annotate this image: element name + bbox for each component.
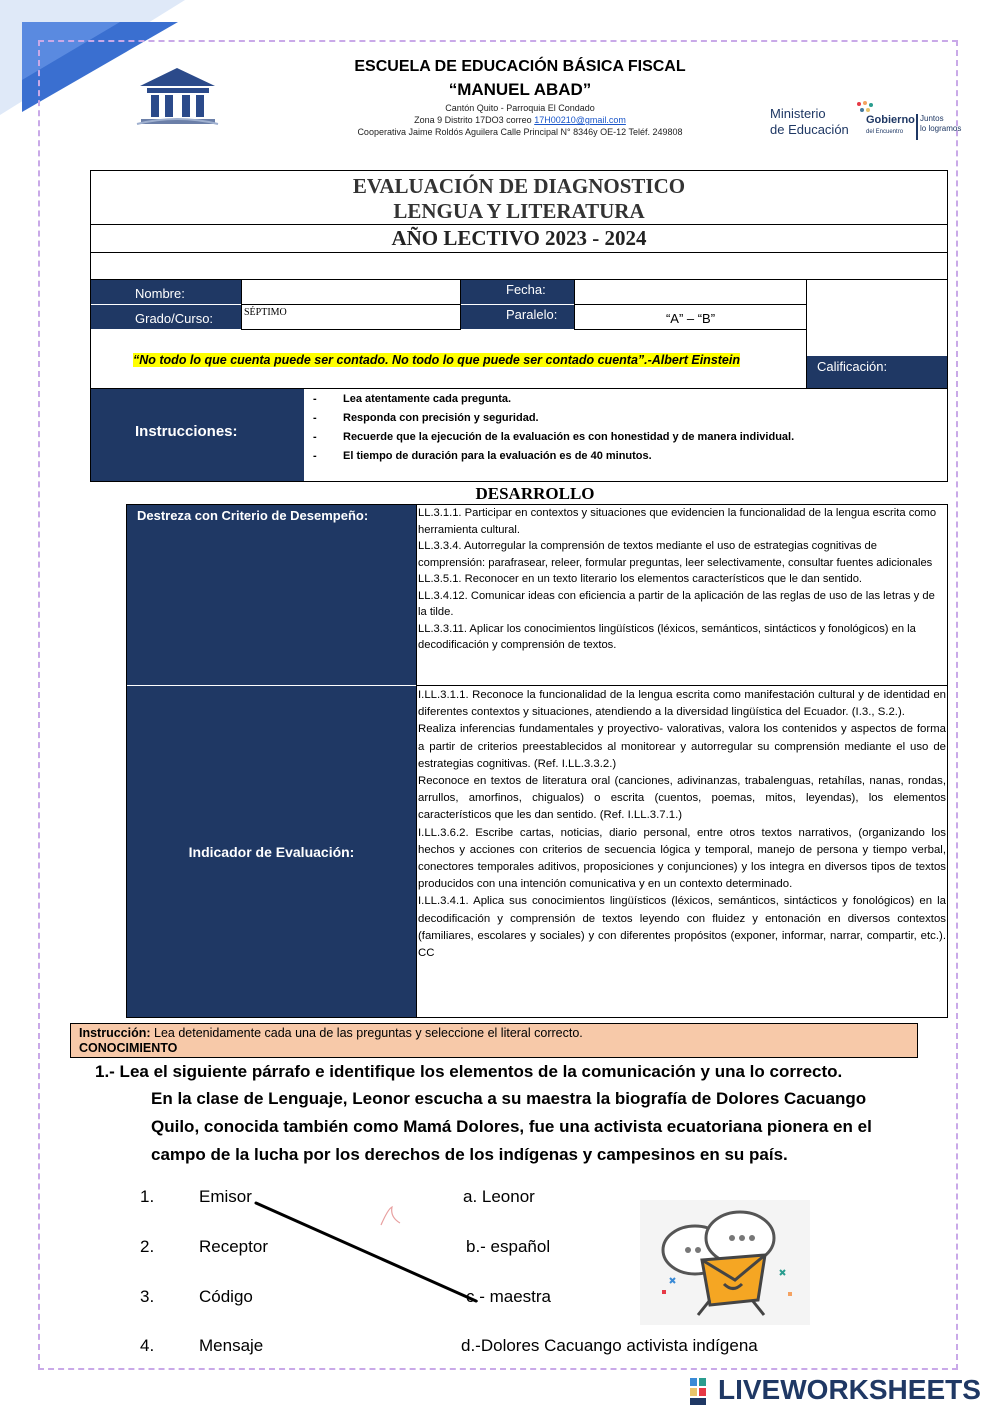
grado-label-cell: Grado/Curso:	[91, 305, 241, 329]
ministry-logo: Ministerio de Educación	[770, 106, 849, 137]
nombre-input[interactable]	[241, 279, 461, 305]
school-name-line1: ESCUELA DE EDUCACIÓN BÁSICA FISCAL	[354, 58, 686, 75]
exam-year-box	[90, 224, 948, 253]
school-logo-icon	[135, 62, 220, 128]
right-item-c[interactable]: c.- maestra	[466, 1287, 552, 1306]
instruction-item: - Responda con precisión y seguridad.	[313, 412, 539, 424]
destreza-item: LL.3.3.4. Autorregular la comprensión de textos mediante el uso de estrategias cognitivas de comprensión: parafrasear, releer, formular preguntas, leer selectivamente, consultar fuentes adicionales	[418, 540, 933, 569]
school-address-2: Zona 9 Distrito 17DO3 correo 17H00210@gmail.com	[414, 115, 626, 125]
quote-row	[133, 351, 740, 369]
instrucciones-label-cell	[91, 389, 304, 481]
calificacion-cell[interactable]: Calificación:	[807, 356, 947, 388]
einstein-quote: “No todo lo que cuenta puede ser contado. No todo lo que puede ser contado cuenta”.-Albert Einstein	[133, 353, 740, 367]
instruction-item: - El tiempo de duración para la evaluación es de 40 minutos.	[313, 450, 652, 462]
row-divider	[416, 685, 948, 686]
indicador-label-cell	[127, 686, 416, 1017]
indicador-item: I.LL.3.4.1. Aplica sus conocimientos lingüísticos (léxicos, semánticos, sintácticos y fonológicos) en la decodificación y comprensión de textos leyendo con fluidez y entonación en diversos contextos (familiares, escolares y sociales) y con diferentes propósitos (exponer, informar, narrar, compartir, etc.). CC	[418, 895, 946, 960]
left-item-4[interactable]: 4. Mensaje	[140, 1336, 264, 1355]
instrucciones-label: Instrucciones:	[135, 423, 238, 440]
instructions-list	[313, 390, 933, 466]
gov-logo: Gobierno del Encuentro	[866, 114, 915, 135]
gov-divider	[916, 114, 918, 140]
question-1-prompt: 1.- Lea el siguiente párrafo e identifique los elementos de la comunicación y una lo correcto.	[95, 1062, 843, 1081]
exam-year: AÑO LECTIVO 2023 - 2024	[391, 226, 647, 250]
left-item-2[interactable]: 2. Receptor	[140, 1237, 268, 1256]
school-address-3: Cooperativa Jaime Roldós Aguilera Calle Principal N° 8346y OE-12 Teléf. 249808	[357, 127, 683, 137]
liveworksheets-brand: LIVEWORKSHEETS	[718, 1374, 981, 1405]
fecha-input[interactable]	[574, 279, 807, 305]
destreza-item: LL.3.3.11. Aplicar los conocimientos lingüísticos (léxicos, semánticos, sintácticos y fonológicos) en la decodificación y comprensión de textos.	[418, 622, 916, 651]
paralelo-label-cell: Paralelo:	[461, 305, 574, 329]
fecha-label-cell: Fecha:	[461, 280, 574, 304]
left-item-3[interactable]: 3. Código	[140, 1287, 253, 1306]
exam-title-box	[90, 170, 948, 225]
destreza-item: LL.3.1.1. Participar en contextos y situaciones que evidencien la funcionalidad de la lengua escrita como herramienta cultural.	[418, 507, 937, 536]
indicador-item: Reconoce en textos de literatura oral (canciones, adivinanzas, trabalenguas, retahílas, nanas, rondas, arrullos, amorfinos, chigualos) o escrita (cuentos, poemas, mitos, leyendas), los elementos característicos que les dan sentido. (Ref. I.LL.3.7.1.)	[418, 775, 946, 822]
school-address-1: Cantón Quito - Parroquia El Condado	[445, 103, 595, 113]
grado-input[interactable]	[241, 304, 461, 330]
desarrollo-heading: DESARROLLO	[475, 484, 595, 503]
gov-slogan: Juntos lo logramos	[920, 114, 962, 133]
destreza-label-cell	[127, 505, 416, 685]
destreza-text	[418, 505, 946, 654]
indicador-item: Realiza inferencias fundamentales y proyectivo- valorativas, valora los contenidos y aspectos de forma a partir de criterios preestablecidos al monitorear y autorregular su comprensión mediante el uso de estrategias cognitivas. (Ref. I.LL.3.3.2.)	[418, 723, 946, 770]
conocimiento-label: CONOCIMIENTO	[79, 1041, 178, 1055]
question-1-paragraph: En la clase de Lenguaje, Leonor escucha a su maestra la biografía de Dolores Cacuango Quilo, conocida también como Mamá Dolores, fue una activista ecuatoriana pionera en el campo de la lucha por los derechos de los indígenas y campesinos en su país.	[151, 1089, 872, 1164]
left-item-1[interactable]: 1. Emisor	[140, 1187, 252, 1206]
instruction-item: - Lea atentamente cada pregunta.	[313, 393, 512, 405]
instruction-item: - Recuerde que la ejecución de la evaluación es con honestidad y de manera individual.	[313, 431, 795, 443]
right-item-a[interactable]: a. Leonor	[463, 1187, 535, 1206]
school-email-link[interactable]: 17H00210@gmail.com	[534, 115, 626, 125]
school-name-line2: “MANUEL ABAD”	[448, 80, 592, 99]
right-item-b[interactable]: b.- español	[466, 1237, 551, 1256]
exam-title: EVALUACIÓN DE DIAGNOSTICO	[352, 174, 686, 198]
nombre-label-cell: Nombre:	[91, 280, 241, 304]
indicador-label: Indicador de Evaluación:	[188, 844, 355, 860]
destreza-item: LL.3.4.12. Comunicar ideas con eficiencia a partir de la aplicación de las reglas de uso de las letras y de la tilde.	[418, 589, 935, 618]
exam-subject: LENGUA Y LITERATURA	[393, 199, 645, 223]
indicador-text	[418, 687, 946, 962]
paralelo-input[interactable]	[574, 304, 807, 330]
right-item-d[interactable]: d.-Dolores Cacuango activista indígena	[461, 1336, 758, 1355]
pen-mark-icon	[378, 1205, 404, 1229]
indicador-item: I.LL.3.6.2. Escribe cartas, noticias, diario personal, entre otros textos narrativos, (organizando los hechos y acciones con criterios de secuencia lógica y temporal, manejo de persona y tiempo verbal, conectores temporales aditivos, proposiciones y conjunciones) y los integra en diversos tipos de textos producidos con una intención comunicativa y en un contexto determinado.	[418, 826, 946, 891]
destreza-label: Destreza con Criterio de Desempeño:	[137, 508, 369, 523]
paralelo-value: “A” – “B”	[665, 311, 716, 326]
grado-value: SÉPTIMO	[244, 307, 287, 318]
col-divider	[416, 504, 417, 1018]
blank-row	[90, 252, 948, 280]
instruccion-line: Instrucción: Lea detenidamente cada una de las preguntas y seleccione el literal correcto.	[79, 1026, 583, 1040]
match-line[interactable]	[250, 1195, 490, 1310]
instruccion-box	[70, 1023, 918, 1058]
indicador-item: I.LL.3.1.1. Reconoce la funcionalidad de la lengua escrita como manifestación cultural y de identidad en diferentes contextos y situaciones, atendiendo a la diversidad lingüística del Ecuador. (I.3., S.2.).	[418, 689, 946, 719]
liveworksheets-logo-icon	[690, 1378, 716, 1406]
chat-mascot-icon	[640, 1200, 810, 1325]
destreza-item: LL.3.5.1. Reconocer en un texto literario los elementos característicos que le dan sentido.	[418, 573, 863, 585]
